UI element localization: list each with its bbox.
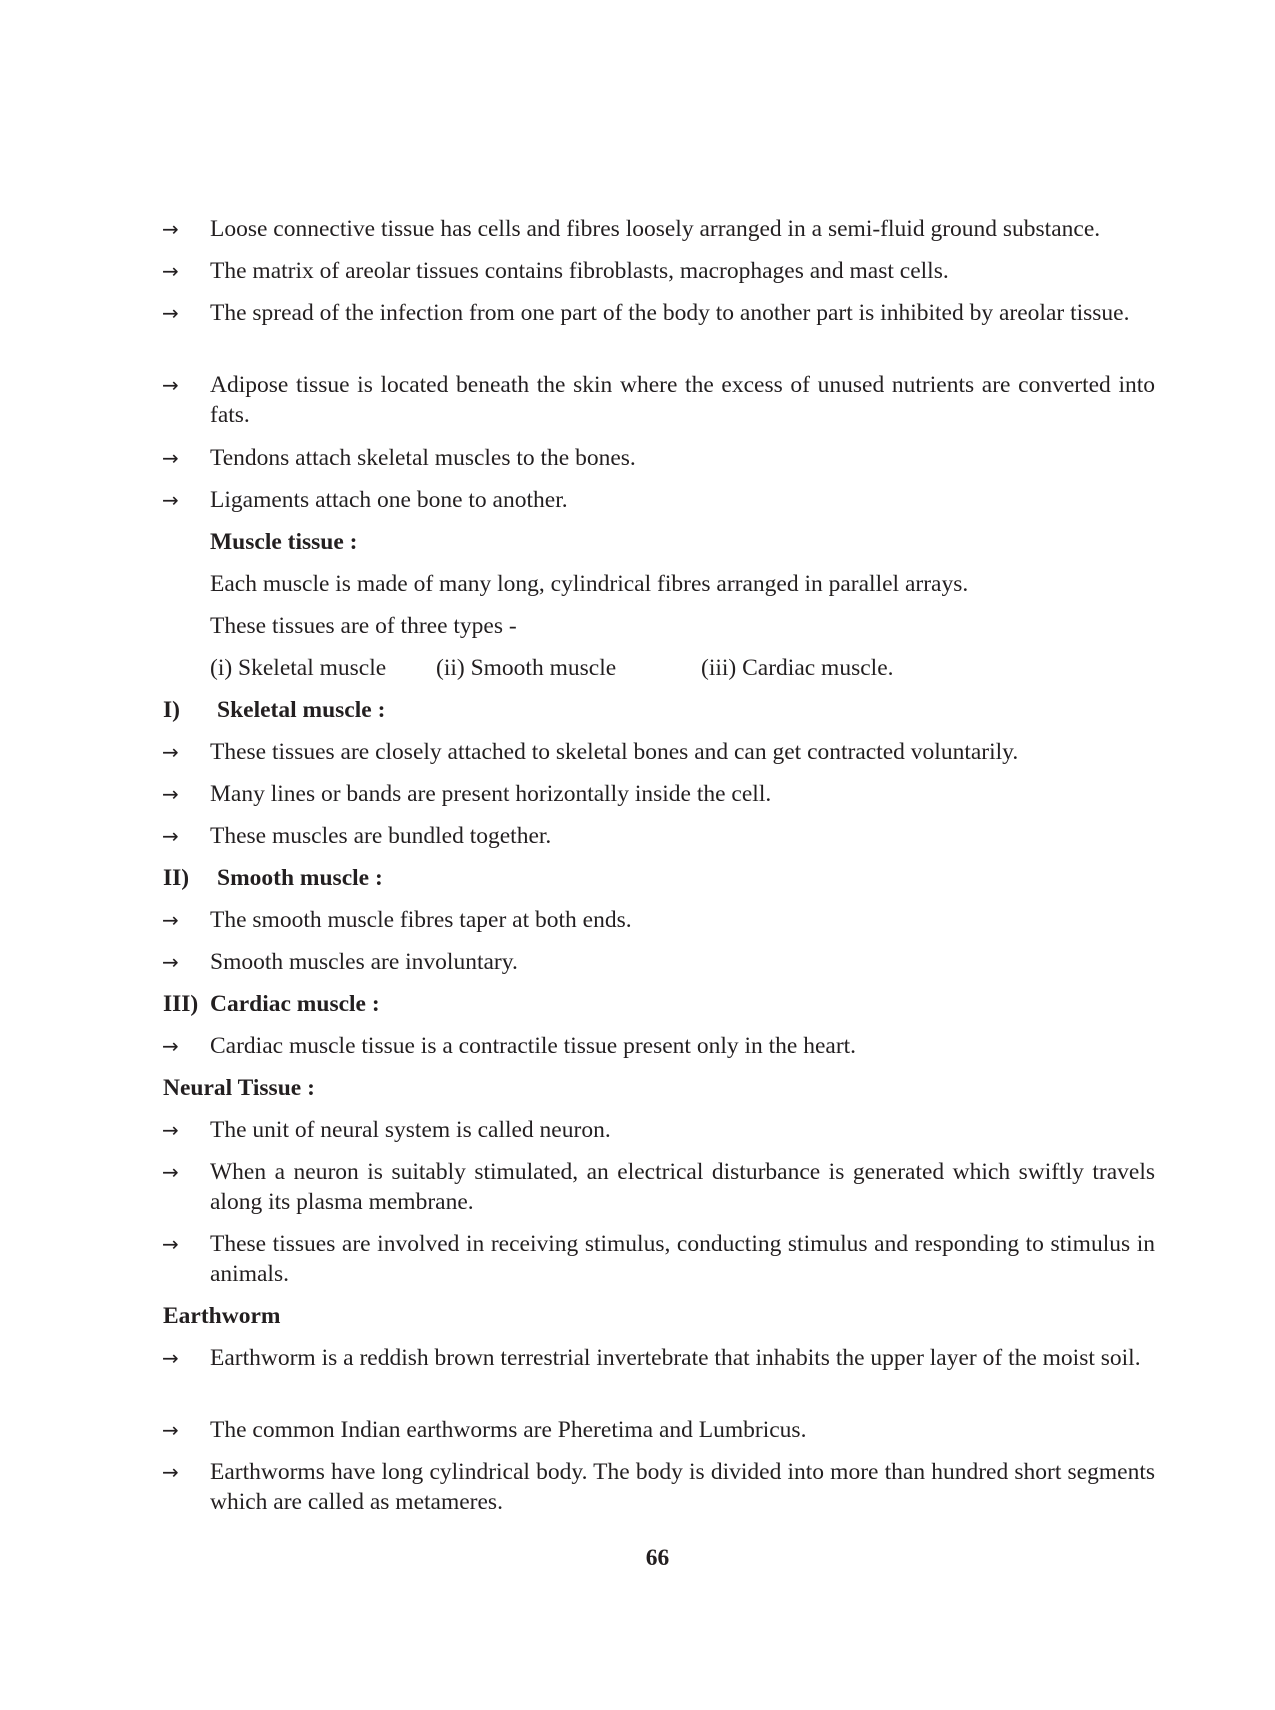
muscle-type-item: (iii) Cardiac muscle. [701,655,894,681]
section-numeral: III) [163,991,199,1017]
arrow-bullet-icon: → [162,740,179,764]
section-heading-earthworm: Earthworm [163,1303,281,1329]
list-item: → Earthworms have long cylindrical body. The body is divided into more than hundred short segments which are called as metameres. [162,1459,1155,1515]
arrow-bullet-icon: → [162,1160,179,1184]
section-numeral: II) [163,865,190,891]
arrow-bullet-icon: → [162,301,179,325]
arrow-bullet-icon: → [162,373,179,397]
arrow-bullet-icon: → [162,908,179,932]
arrow-bullet-icon: → [162,217,179,241]
arrow-bullet-icon: → [162,1034,179,1058]
section-heading-skeletal: I) Skeletal muscle : [163,697,386,723]
section-numeral: I) [163,697,180,723]
arrow-bullet-icon: → [162,1460,179,1484]
section-heading-neural: Neural Tissue : [163,1075,315,1101]
section-heading-cardiac: III) Cardiac muscle : [163,991,380,1017]
section-heading-smooth: II) Smooth muscle : [163,865,383,891]
list-item: → Smooth muscles are involuntary. [162,949,518,975]
list-item: → The unit of neural system is called neuron. [162,1117,611,1143]
arrow-bullet-icon: → [162,1418,179,1442]
list-item: → When a neuron is suitably stimulated, an electrical disturbance is generated which swiftly travels along its plasma membrane. [162,1159,1155,1215]
list-item: → Ligaments attach one bone to another. [162,487,568,513]
list-item: → Loose connective tissue has cells and fibres loosely arranged in a semi-fluid ground substance. [162,216,1101,242]
muscle-types [210,653,1155,683]
muscle-intro: Each muscle is made of many long, cylindrical fibres arranged in parallel arrays. [210,571,969,597]
arrow-bullet-icon: → [162,1118,179,1142]
list-item: → The smooth muscle fibres taper at both ends. [162,907,632,933]
arrow-bullet-icon: → [162,488,179,512]
page-number: 66 [645,1545,670,1571]
list-item: → Tendons attach skeletal muscles to the bones. [162,445,636,471]
section-heading-muscle: Muscle tissue : [210,529,358,555]
arrow-bullet-icon: → [162,1346,179,1370]
list-item: → These tissues are involved in receiving stimulus, conducting stimulus and responding to stimulus in animals. [162,1231,1155,1287]
list-item: → Cardiac muscle tissue is a contractile tissue present only in the heart. [162,1033,857,1059]
list-item: → Adipose tissue is located beneath the skin where the excess of unused nutrients are converted into fats. [162,372,1155,428]
muscle-type-item: (i) Skeletal muscle [210,655,387,681]
list-item: → These muscles are bundled together. [162,823,552,849]
arrow-bullet-icon: → [162,1232,179,1256]
arrow-bullet-icon: → [162,824,179,848]
arrow-bullet-icon: → [162,446,179,470]
list-item: → Earthworm is a reddish brown terrestrial invertebrate that inhabits the upper layer of the moist soil. [162,1345,1141,1371]
muscle-type-item: (ii) Smooth muscle [436,655,617,681]
arrow-bullet-icon: → [162,259,179,283]
list-item: → These tissues are closely attached to skeletal bones and can get contracted voluntarily. [162,739,1019,765]
arrow-bullet-icon: → [162,950,179,974]
list-item: → Many lines or bands are present horizontally inside the cell. [162,781,772,807]
list-item: → The matrix of areolar tissues contains fibroblasts, macrophages and mast cells. [162,258,949,284]
list-item: → The spread of the infection from one part of the body to another part is inhibited by areolar tissue. [162,300,1130,326]
list-item: → The common Indian earthworms are Pheretima and Lumbricus. [162,1417,807,1443]
muscle-types-intro: These tissues are of three types - [210,613,517,639]
arrow-bullet-icon: → [162,782,179,806]
